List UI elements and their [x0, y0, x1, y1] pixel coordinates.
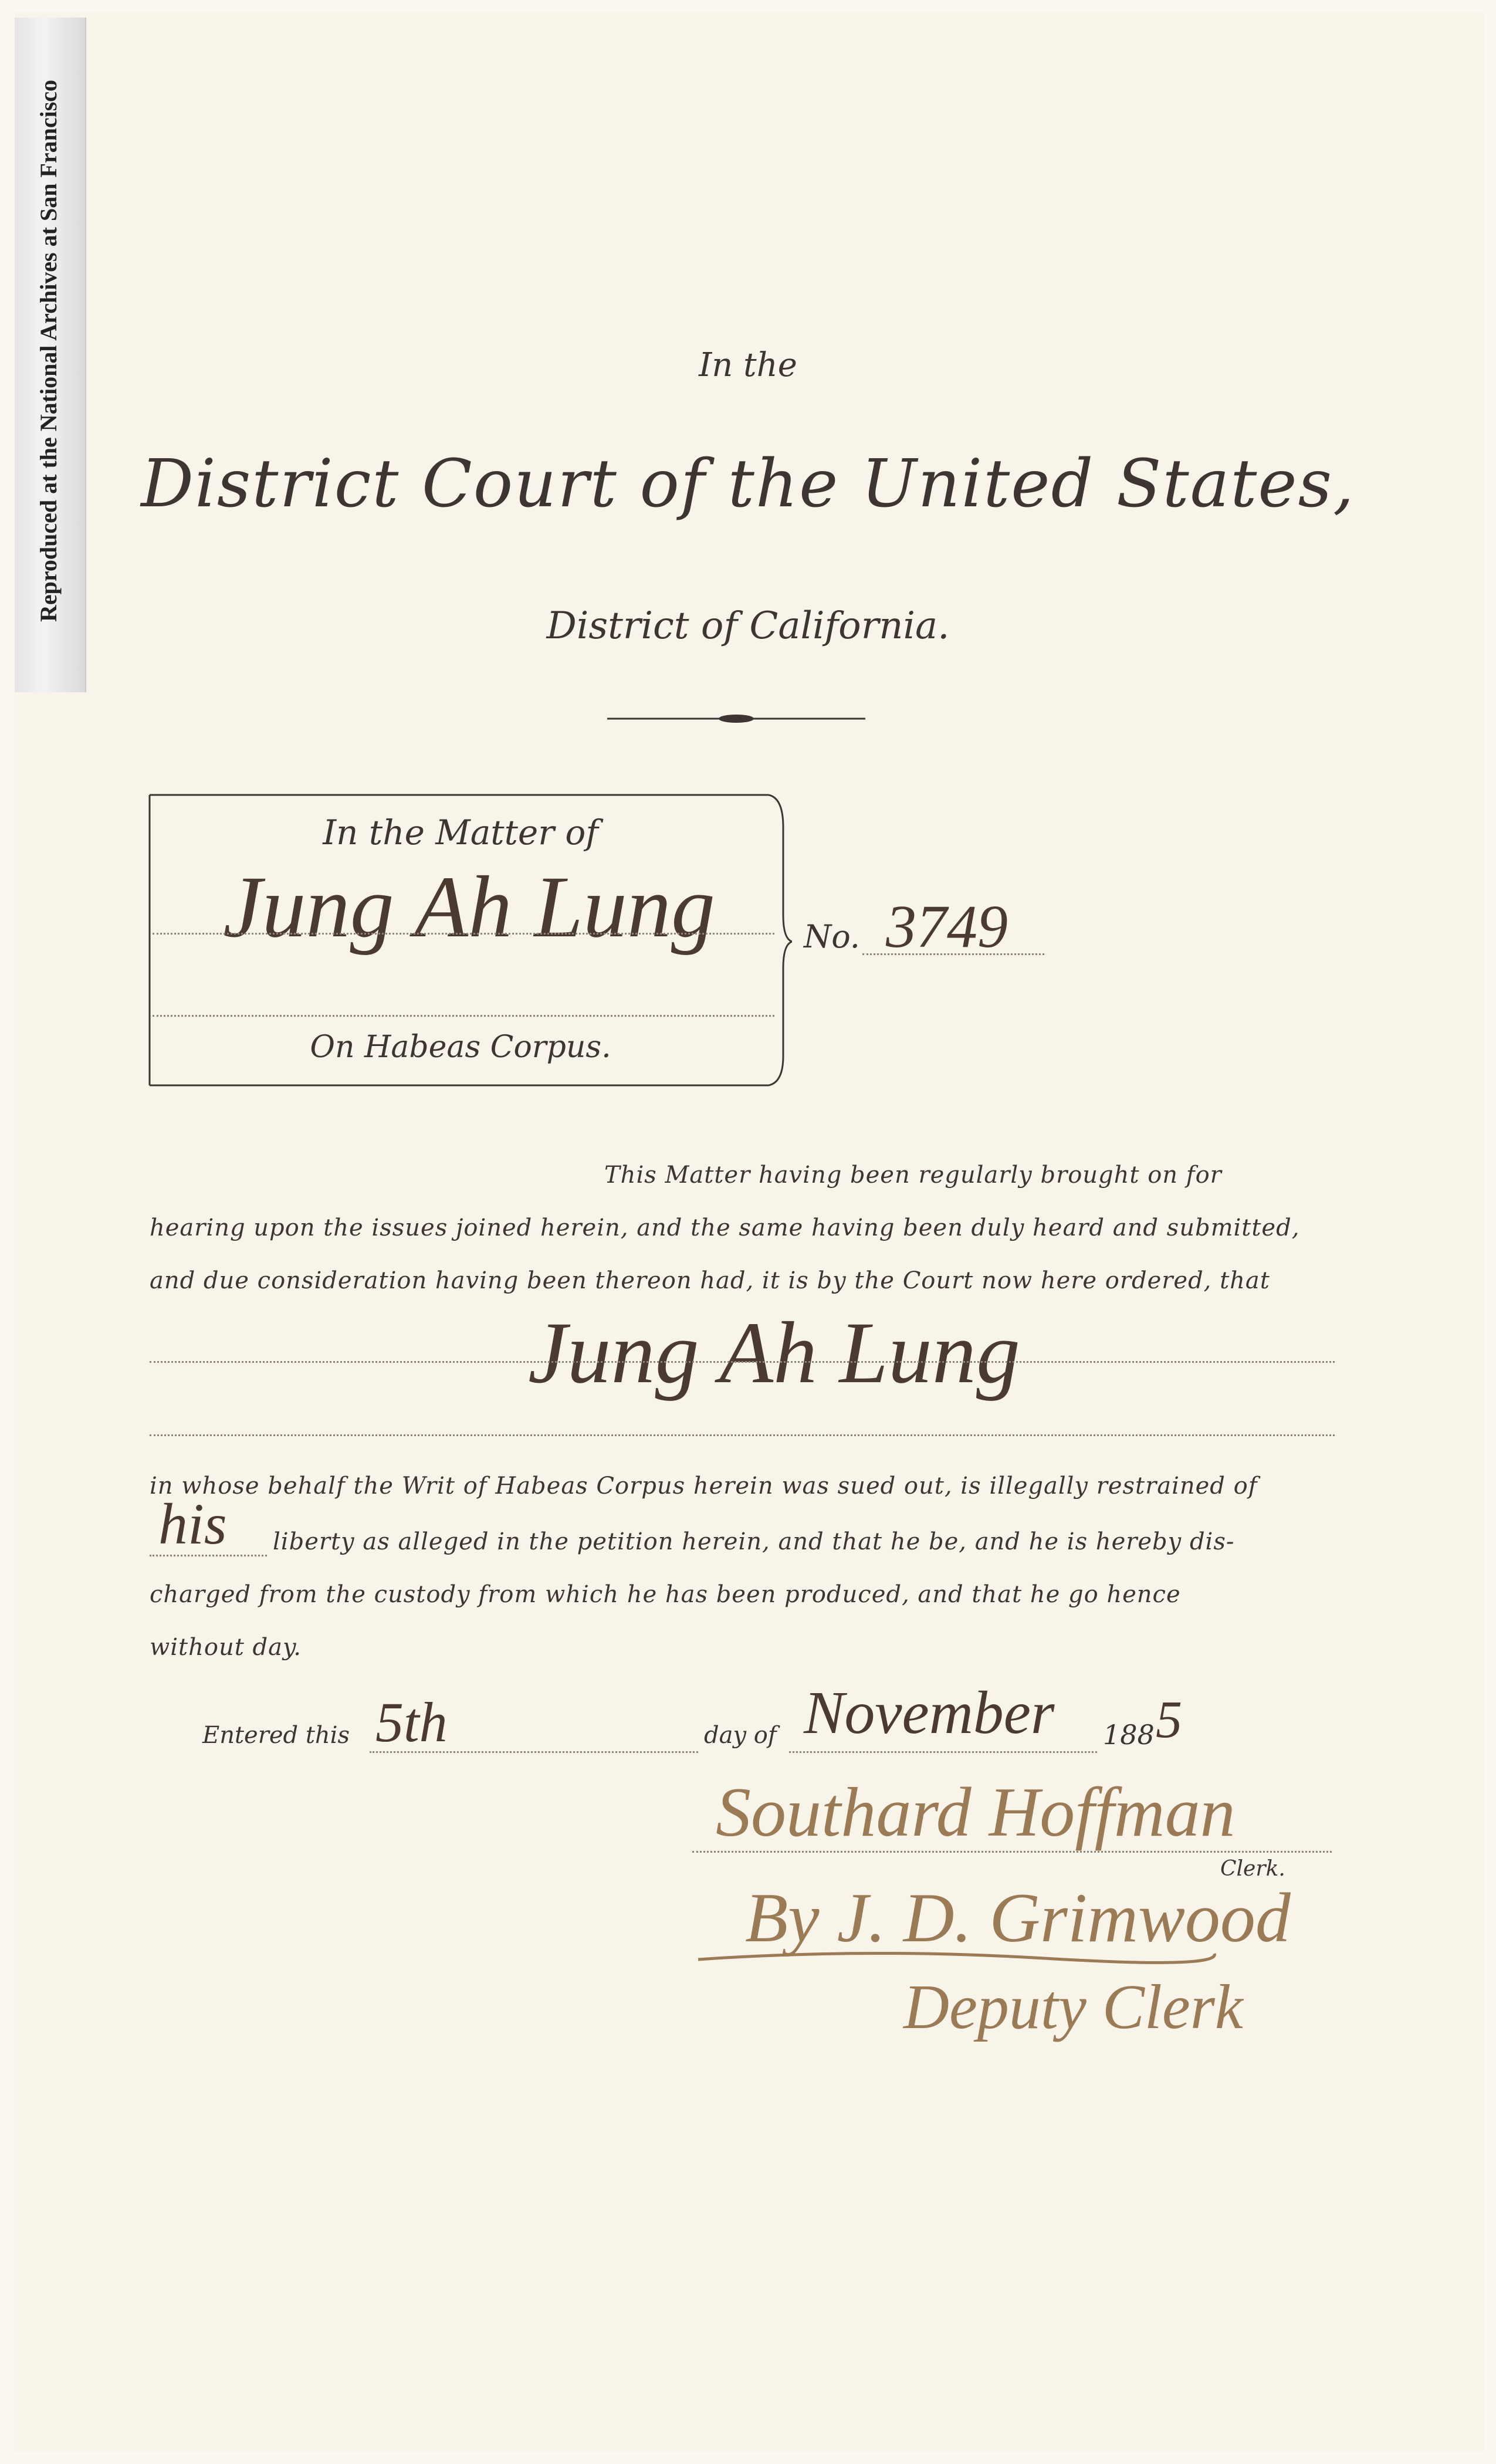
deputy-signature: By J. D. Grimwood: [745, 1879, 1291, 1957]
order-line-4: in whose behalf the Writ of Habeas Corpus herein was sued out, is illegally restrained of: [150, 1473, 1258, 1500]
order-petitioner-name: Jung Ah Lung: [528, 1304, 1020, 1402]
order-line-3: and due consideration having been thereon had, it is by the Court now here ordered, that: [150, 1267, 1270, 1294]
order-line-7: without day.: [150, 1634, 302, 1661]
caption-name-rule: [153, 933, 774, 935]
clerk-signature: Southard Hoffman: [716, 1773, 1236, 1851]
caption-petitioner-name: Jung Ah Lung: [223, 858, 715, 956]
order-pronoun-rule: [150, 1555, 267, 1556]
district-title: District of California.: [546, 604, 950, 648]
caption-blank-rule: [153, 1015, 774, 1017]
clerk-label: Clerk.: [1220, 1857, 1285, 1881]
entered-label: Entered this: [202, 1722, 350, 1749]
case-number-value: 3749: [886, 893, 1008, 960]
order-line-1: This Matter having been regularly brought on for: [604, 1162, 1222, 1189]
entered-day-rule: [370, 1751, 698, 1753]
order-name-rule: [150, 1361, 1335, 1363]
order-line-5: liberty as alleged in the petition herein, and that he be, and he is hereby dis-: [273, 1528, 1235, 1555]
entered-day: 5th: [375, 1691, 448, 1754]
order-pronoun: his: [158, 1491, 227, 1556]
entered-month: November: [804, 1679, 1055, 1747]
day-of-label: day of: [704, 1722, 777, 1749]
case-number-rule: [862, 953, 1044, 955]
caption-habeas: On Habeas Corpus.: [310, 1030, 611, 1065]
caption-in-matter: In the Matter of: [323, 813, 598, 852]
ornamental-divider: [604, 707, 868, 730]
court-title: District Court of the United States,: [141, 446, 1355, 522]
clerk-signature-rule: [692, 1851, 1332, 1853]
year-suffix: 5: [1156, 1691, 1182, 1749]
entered-month-rule: [789, 1751, 1097, 1753]
order-line-6: charged from the custody from which he has been produced, and that he go hence: [150, 1581, 1181, 1608]
header-in-the: In the: [699, 346, 797, 384]
archive-stamp-text: Reproduced at the National Archives at San Francisco: [35, 79, 62, 622]
deputy-title: Deputy Clerk: [903, 1972, 1243, 2042]
case-number-label: No.: [804, 918, 860, 955]
order-blank-rule: [150, 1434, 1335, 1436]
year-prefix: 188: [1103, 1719, 1155, 1751]
order-line-2: hearing upon the issues joined herein, and the same having been duly heard and submitted,: [150, 1214, 1300, 1241]
